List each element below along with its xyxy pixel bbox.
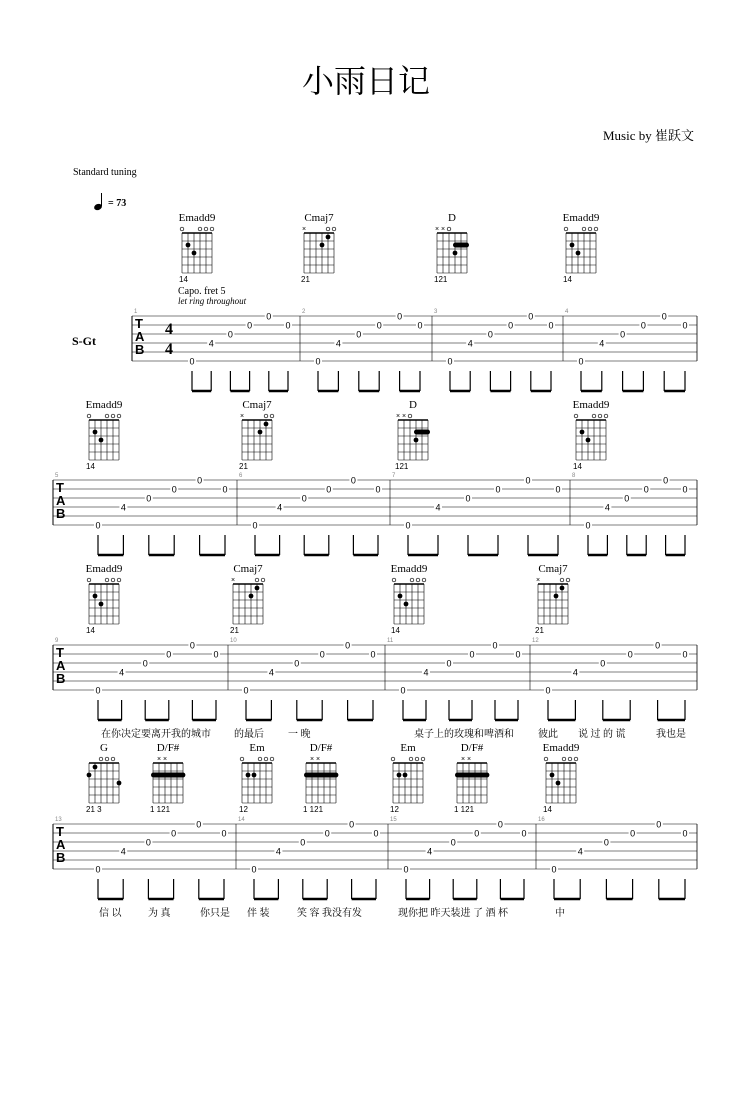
chord-d-f-: [150, 742, 185, 814]
tab-fret-number: 0: [350, 475, 356, 486]
chord-emadd9: [391, 563, 428, 635]
tab-fret-number: 4: [423, 667, 429, 678]
tab-fret-number: 0: [508, 320, 514, 331]
chord-fingering: 1 121: [303, 805, 324, 814]
svg-text:×: ×: [156, 756, 162, 763]
tab-clef-letter: B: [56, 506, 66, 521]
tab-fret-number: 0: [585, 520, 591, 531]
chord-name: G: [100, 742, 108, 754]
chord-cmaj7: [535, 563, 570, 635]
svg-text:×: ×: [535, 577, 541, 584]
tab-fret-number: 0: [682, 828, 688, 839]
svg-text:×: ×: [301, 226, 307, 233]
tab-fret-number: 0: [189, 640, 195, 651]
tab-fret-number: 0: [142, 658, 148, 669]
chord-g: [86, 742, 121, 814]
technique-label: let ring throughout: [178, 296, 247, 306]
tab-fret-number: 0: [405, 520, 411, 531]
tab-fret-number: 0: [326, 484, 332, 495]
tab-fret-number: 0: [145, 837, 151, 848]
measure-number: 5: [55, 473, 59, 479]
tab-fret-number: 0: [319, 649, 325, 660]
measure-number: 13: [55, 817, 62, 823]
tab-fret-number: 0: [356, 329, 362, 340]
chord-emadd9: [543, 742, 580, 814]
tab-fret-number: 0: [301, 493, 307, 504]
lyric-segment: 你只是: [200, 908, 230, 919]
chord-fingering: 21: [301, 275, 310, 284]
svg-text:×: ×: [239, 413, 245, 420]
tab-fret-number: 0: [495, 484, 501, 495]
tab-fret-number: 0: [450, 837, 456, 848]
measure-number: 8: [572, 473, 576, 479]
track-label: S-Gt: [72, 334, 96, 348]
tempo-value: = 73: [108, 198, 127, 209]
time-signature-bottom: 4: [165, 341, 173, 358]
tab-fret-number: 0: [400, 685, 406, 696]
chord-name: Emadd9: [572, 399, 610, 411]
tab-fret-number: 0: [682, 320, 688, 331]
tab-fret-number: 4: [435, 502, 441, 513]
chord-fingering: 14: [563, 275, 572, 284]
svg-text:×: ×: [440, 226, 446, 233]
tab-fret-number: 0: [469, 649, 475, 660]
chord-name: Emadd9: [178, 212, 216, 224]
tab-fret-number: 0: [474, 828, 480, 839]
svg-text:×: ×: [315, 756, 321, 763]
chord-emadd9: [563, 212, 600, 284]
tab-fret-number: 0: [555, 484, 561, 495]
chord-fingering: 14: [86, 626, 95, 635]
tab-fret-number: 0: [266, 311, 272, 322]
chord-d: [395, 399, 430, 471]
chord-cmaj7: [301, 212, 336, 284]
tab-clef-letter: B: [135, 342, 145, 357]
chord-name: Emadd9: [390, 563, 428, 575]
chord-d-f-: [303, 742, 338, 814]
tab-fret-number: 0: [624, 493, 630, 504]
chord-name: Emadd9: [562, 212, 600, 224]
tab-fret-number: 0: [95, 864, 101, 875]
tab-fret-number: 0: [227, 329, 233, 340]
tab-fret-number: 4: [467, 338, 473, 349]
tab-clef-letter: B: [56, 850, 66, 865]
measure-number: 15: [390, 817, 397, 823]
svg-text:×: ×: [460, 756, 466, 763]
tab-fret-number: 4: [120, 846, 126, 857]
tab-fret-number: 0: [251, 864, 257, 875]
chord-name: Cmaj7: [242, 399, 272, 411]
chord-emadd9: [86, 399, 123, 471]
tab-fret-number: 0: [403, 864, 409, 875]
tab-fret-number: 0: [95, 685, 101, 696]
tab-fret-number: 4: [335, 338, 341, 349]
chord-name: Em: [400, 742, 416, 754]
capo-label: Capo. fret 5: [178, 286, 226, 297]
tab-clef-letter: B: [56, 671, 66, 686]
tab-fret-number: 4: [120, 502, 126, 513]
tab-fret-number: 0: [656, 819, 662, 830]
chord-fingering: 21: [230, 626, 239, 635]
tab-fret-number: 0: [446, 658, 452, 669]
chord-name: D/F#: [156, 742, 180, 754]
chord-name: Em: [249, 742, 265, 754]
chord-name: Cmaj7: [304, 212, 334, 224]
tab-fret-number: 0: [189, 356, 195, 367]
tab-fret-number: 0: [397, 311, 403, 322]
chord-fingering: 12: [239, 805, 248, 814]
tuning-label: Standard tuning: [73, 167, 137, 178]
chord-name: D/F#: [309, 742, 333, 754]
chord-fingering: 21 3: [86, 805, 102, 814]
tab-fret-number: 0: [663, 475, 669, 486]
tab-fret-number: 0: [196, 819, 202, 830]
lyric-segment: 说 过 的 谎: [578, 729, 626, 740]
tab-fret-number: 4: [208, 338, 214, 349]
tab-clef-letter: T: [56, 824, 64, 839]
tab-fret-number: 0: [222, 484, 228, 495]
tab-fret-number: 0: [417, 320, 423, 331]
tempo-marking: [93, 193, 126, 211]
lyric-segment: 中: [555, 908, 565, 919]
chord-fingering: 21: [239, 462, 248, 471]
chord-name: Cmaj7: [233, 563, 263, 575]
tab-fret-number: 0: [345, 640, 351, 651]
tab-fret-number: 0: [497, 819, 503, 830]
tab-fret-number: 0: [627, 649, 633, 660]
lyric-segment: 现你把 昨天装进 了 酒 杯: [398, 908, 508, 919]
measure-number: 16: [538, 817, 545, 823]
tab-staff: [53, 638, 697, 720]
svg-text:×: ×: [230, 577, 236, 584]
tab-fret-number: 0: [551, 864, 557, 875]
lyric-segment: 信 以: [99, 908, 122, 919]
tab-fret-number: 0: [545, 685, 551, 696]
tab-fret-number: 4: [268, 667, 274, 678]
chord-fingering: 1 121: [150, 805, 171, 814]
tab-fret-number: 0: [349, 819, 355, 830]
tab-clef-letter: A: [135, 329, 145, 344]
tab-fret-number: 0: [548, 320, 554, 331]
tab-fret-number: 0: [515, 649, 521, 660]
chord-cmaj7: [239, 399, 274, 471]
chord-fingering: 14: [573, 462, 582, 471]
tab-fret-number: 4: [427, 846, 433, 857]
svg-text:×: ×: [401, 413, 407, 420]
chord-emadd9: [573, 399, 610, 471]
chord-fingering: 121: [395, 462, 409, 471]
chord-fingering: 21: [535, 626, 544, 635]
measure-number: 6: [239, 473, 243, 479]
svg-text:×: ×: [162, 756, 168, 763]
chord-fingering: 14: [86, 462, 95, 471]
tab-fret-number: 0: [171, 484, 177, 495]
chord-em: [390, 742, 425, 814]
chord-d: [434, 212, 469, 284]
tab-fret-number: 4: [275, 846, 281, 857]
tab-fret-number: 0: [197, 475, 203, 486]
tab-clef-letter: T: [135, 316, 143, 331]
lyric-segment: 一 晚: [288, 729, 311, 740]
tab-fret-number: 0: [294, 658, 300, 669]
tab-fret-number: 0: [682, 484, 688, 495]
chord-diagrams: [86, 212, 610, 814]
tab-fret-number: 0: [682, 649, 688, 660]
tab-fret-number: 4: [604, 502, 610, 513]
tab-fret-number: 0: [525, 475, 531, 486]
tab-fret-number: 0: [213, 649, 219, 660]
tab-fret-number: 0: [528, 311, 534, 322]
tab-fret-number: 0: [640, 320, 646, 331]
chord-name: Cmaj7: [538, 563, 568, 575]
svg-text:×: ×: [466, 756, 472, 763]
measure-number: 3: [434, 309, 438, 315]
tab-fret-number: 4: [119, 667, 125, 678]
lyric-segment: 伴 装: [247, 908, 270, 919]
chord-fingering: 14: [179, 275, 188, 284]
tab-fret-number: 0: [600, 658, 606, 669]
measure-number: 2: [302, 309, 306, 315]
chord-emadd9: [86, 563, 123, 635]
tab-fret-number: 0: [285, 320, 291, 331]
tab-fret-number: 0: [95, 520, 101, 531]
chord-name: Emadd9: [85, 399, 123, 411]
tab-fret-number: 0: [252, 520, 258, 531]
tab-fret-number: 0: [243, 685, 249, 696]
tab-fret-number: 4: [577, 846, 583, 857]
chord-emadd9: [179, 212, 216, 284]
tab-fret-number: 4: [277, 502, 283, 513]
measure-number: 12: [532, 638, 539, 644]
tab-fret-number: 4: [572, 667, 578, 678]
svg-text:×: ×: [309, 756, 315, 763]
measure-number: 10: [230, 638, 237, 644]
chord-name: D: [448, 212, 456, 224]
composer-credit: Music by 崔跃文: [602, 128, 694, 143]
chord-name: D: [409, 399, 417, 411]
chord-name: Emadd9: [542, 742, 580, 754]
chord-fingering: 12: [390, 805, 399, 814]
chord-fingering: 1 121: [454, 805, 475, 814]
tab-clef-letter: A: [56, 493, 66, 508]
tab-fret-number: 0: [166, 649, 172, 660]
chord-d-f-: [454, 742, 489, 814]
measure-number: 7: [392, 473, 396, 479]
tab-fret-number: 0: [603, 837, 609, 848]
tab-fret-number: 0: [661, 311, 667, 322]
chord-fingering: 14: [391, 626, 400, 635]
lyric-segment: 笑 容 我没有发: [297, 908, 362, 919]
measure-number: 14: [238, 817, 245, 823]
tab-fret-number: 0: [221, 828, 227, 839]
tab-fret-number: 0: [578, 356, 584, 367]
tab-fret-number: 0: [315, 356, 321, 367]
tab-staff: [53, 473, 697, 555]
measure-number: 11: [387, 638, 394, 644]
tab-staff: [132, 309, 697, 391]
tab-fret-number: 0: [373, 828, 379, 839]
tab-fret-number: 4: [599, 338, 605, 349]
lyric-segment: 彼此: [538, 729, 558, 740]
tab-fret-number: 0: [324, 828, 330, 839]
lyric-segment: 为 真: [148, 908, 171, 919]
chord-cmaj7: [230, 563, 265, 635]
measure-number: 9: [55, 638, 59, 644]
tab-fret-number: 0: [630, 828, 636, 839]
tab-fret-number: 0: [300, 837, 306, 848]
lyric-segment: 的最后: [234, 729, 264, 740]
svg-text:×: ×: [395, 413, 401, 420]
tab-fret-number: 0: [376, 320, 382, 331]
tab-fret-number: 0: [487, 329, 493, 340]
svg-text:×: ×: [434, 226, 440, 233]
tab-fret-number: 0: [447, 356, 453, 367]
lyric-segment: 我也是: [656, 729, 686, 740]
measure-number: 1: [134, 309, 138, 315]
tab-fret-number: 0: [370, 649, 376, 660]
tab-clef-letter: A: [56, 658, 66, 673]
tab-fret-number: 0: [247, 320, 253, 331]
tab-staff: [53, 817, 697, 899]
lyrics: [99, 727, 686, 919]
lyric-segment: 桌子上的玫瑰和啤酒和: [414, 729, 514, 740]
chord-em: [239, 742, 274, 814]
tab-fret-number: 0: [655, 640, 661, 651]
chord-name: Emadd9: [85, 563, 123, 575]
tab-clef-letter: T: [56, 480, 64, 495]
tab-fret-number: 0: [146, 493, 152, 504]
tab-fret-number: 0: [521, 828, 527, 839]
chord-fingering: 14: [543, 805, 552, 814]
song-title: 小雨日记: [301, 63, 431, 99]
chord-name: D/F#: [460, 742, 484, 754]
tab-clef-letter: T: [56, 645, 64, 660]
chord-fingering: 121: [434, 275, 448, 284]
tab-fret-number: 0: [171, 828, 177, 839]
tab-fret-number: 0: [643, 484, 649, 495]
tab-fret-number: 0: [620, 329, 626, 340]
tab-fret-number: 0: [492, 640, 498, 651]
measure-number: 4: [565, 309, 569, 315]
time-signature-top: 4: [165, 321, 173, 338]
lyric-segment: 在你决定要离开我的城市: [101, 729, 211, 740]
tab-clef-letter: A: [56, 837, 66, 852]
tab-fret-number: 0: [375, 484, 381, 495]
tab-fret-number: 0: [465, 493, 471, 504]
